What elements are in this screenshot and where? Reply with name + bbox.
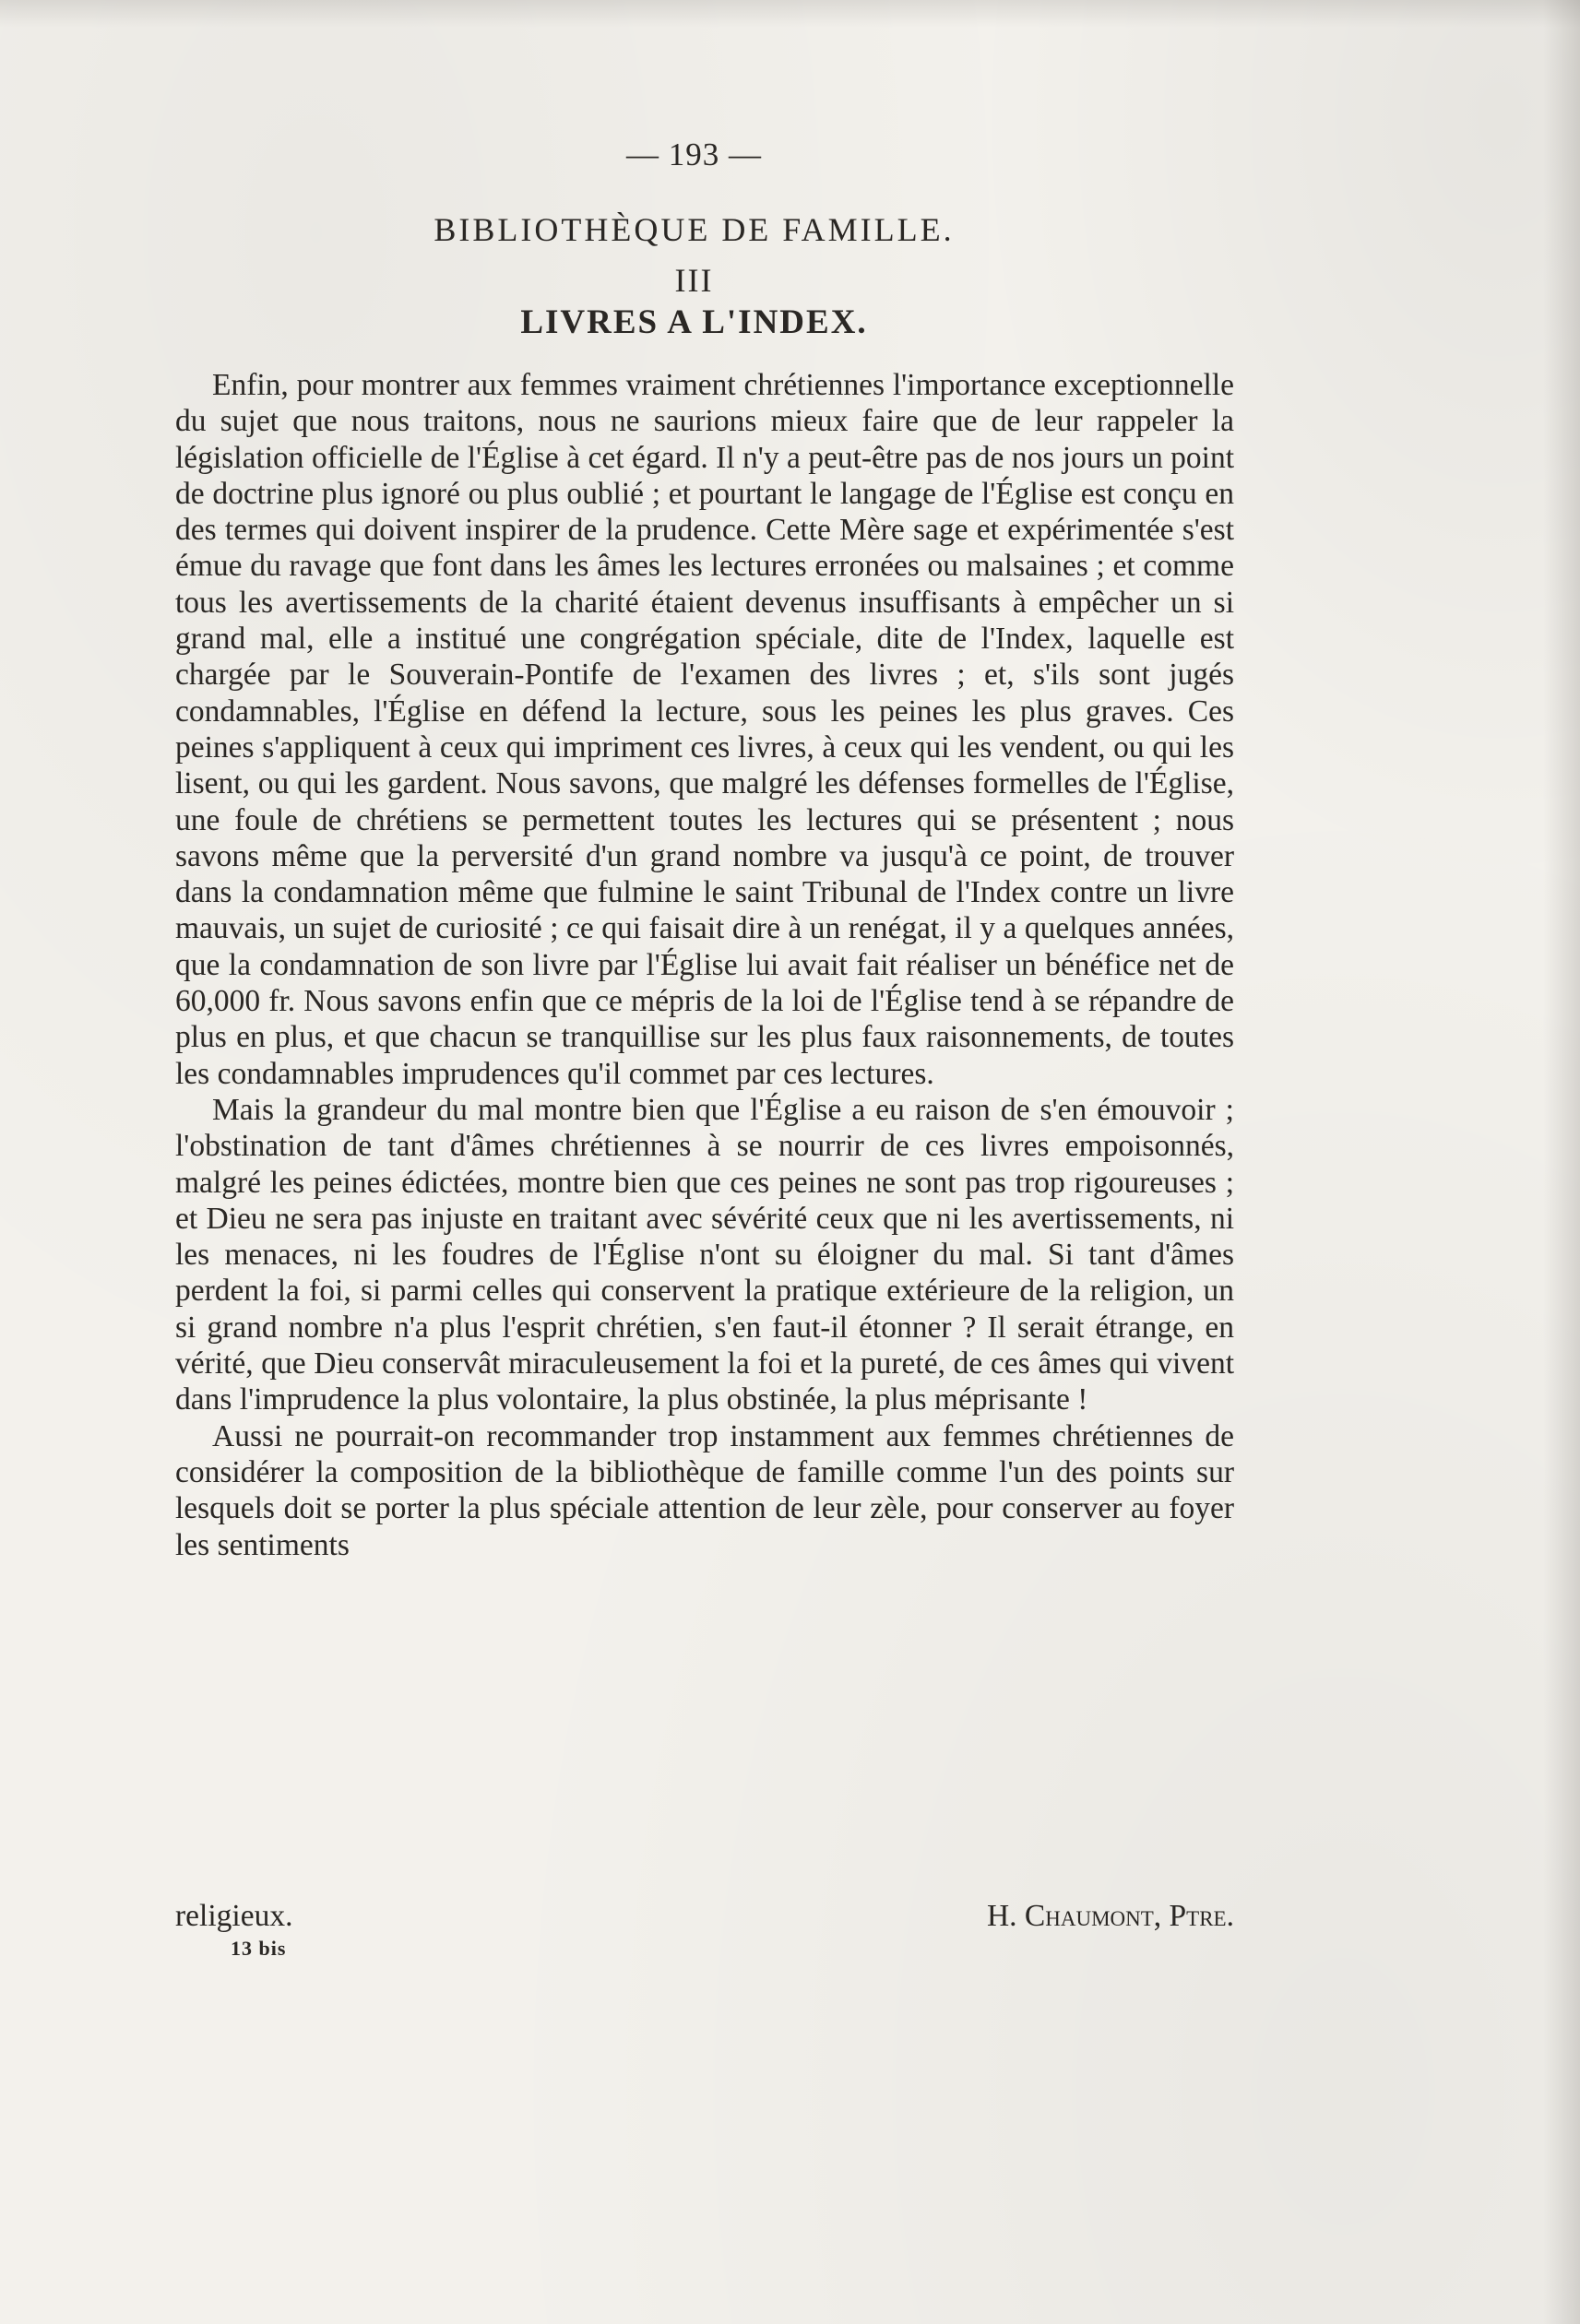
article-body bbox=[175, 367, 1234, 1563]
printer-signature-mark: 13 bis bbox=[231, 1937, 287, 1960]
article-title: LIVRES A L'INDEX. bbox=[520, 303, 868, 341]
paragraph-1: Enfin, pour montrer aux femmes vraiment chrétiennes l'importance exceptionnelle du sujet que nous traitons, nous ne saurions mieux faire que de leur rappeler la législation officielle de l'Église à cet égard. Il n'y a peut-être pas de nos jours un point de doctrine plus ignoré ou plus oublié ; et pourtant le langage de l'Église est conçu en des termes qui doivent inspirer de la prudence. Cette Mère sage et expérimentée s'est émue du ravage que font dans les âmes les lectures erronées ou malsaines ; et comme tous les avertissements de la charité étaient devenus insuffisants à empêcher un si grand mal, elle a institué une congrégation spéciale, dite de l'Index, laquelle est chargée par le Souverain-Pontife de l'examen des livres ; et, s'ils sont jugés condamnables, l'Église en défend la lecture, sous les peines les plus graves. Ces peines s'appliquent à ceux qui impriment ces livres, à ceux qui les vendent, ou qui les lisent, ou qui les gardent. Nous savons, que malgré les défenses formelles de l'Église, une foule de chrétiens se permettent toutes les lectures qui se présentent ; nous savons même que la perversité d'un grand nombre va jusqu'à ce point, de trouver dans la condamnation même que fulmine le saint Tribunal de l'Index contre un livre mauvais, un sujet de curiosité ; ce qui faisait dire à un renégat, il y a quelques années, que la condamnation de son livre par l'Église lui avait fait réaliser un bénéfice net de 60,000 fr. Nous savons enfin que ce mépris de la loi de l'Église tend à se répandre de plus en plus, et que chacun se tranquillise sur les plus faux raisonnements, de toutes les condamnables imprudences qu'il commet par ces lectures. bbox=[175, 368, 1234, 1091]
paragraph-2: Mais la grandeur du mal montre bien que l'Église a eu raison de s'en émouvoir ; l'obstination de tant d'âmes chrétiennes à se nourrir de ces livres empoisonnés, malgré les peines édictées, montre bien que ces peines ne sont pas trop rigoureuses ; et Dieu ne sera pas injuste en traitant avec sévérité ceux que ni les avertissements, ni les menaces, ni les foudres de l'Église n'ont su éloigner du mal. Si tant d'âmes perdent la foi, si parmi celles qui conservent la pratique extérieure de la religion, un si grand nombre n'a plus l'esprit chrétien, s'en faut-il étonner ? Il serait étrange, en vérité, que Dieu conservât miraculeusement la foi et la pureté, de ces âmes qui vivent dans l'imprudence la plus volontaire, la plus obstinée, la plus méprisante ! bbox=[175, 1092, 1234, 1417]
page-edge-shadow-right bbox=[1543, 0, 1580, 2324]
paragraph-3: Aussi ne pourrait-on recommander trop instamment aux femmes chrétiennes de considérer la composition de la bibliothèque de famille comme l'un des points sur lesquels doit se porter la plus spéciale attention de leur zèle, pour conserver au foyer les sentiments bbox=[175, 1418, 1234, 1562]
author-signature: H. Chaumont, Ptre. bbox=[986, 1899, 1234, 1933]
closing-line bbox=[175, 1898, 1234, 1934]
closing-word: religieux. bbox=[175, 1899, 293, 1933]
section-title: BIBLIOTHÈQUE DE FAMILLE. bbox=[434, 211, 955, 248]
page-edge-shadow-top bbox=[0, 0, 1580, 28]
page-number: — 193 — bbox=[626, 136, 762, 172]
part-number: III bbox=[674, 262, 714, 299]
